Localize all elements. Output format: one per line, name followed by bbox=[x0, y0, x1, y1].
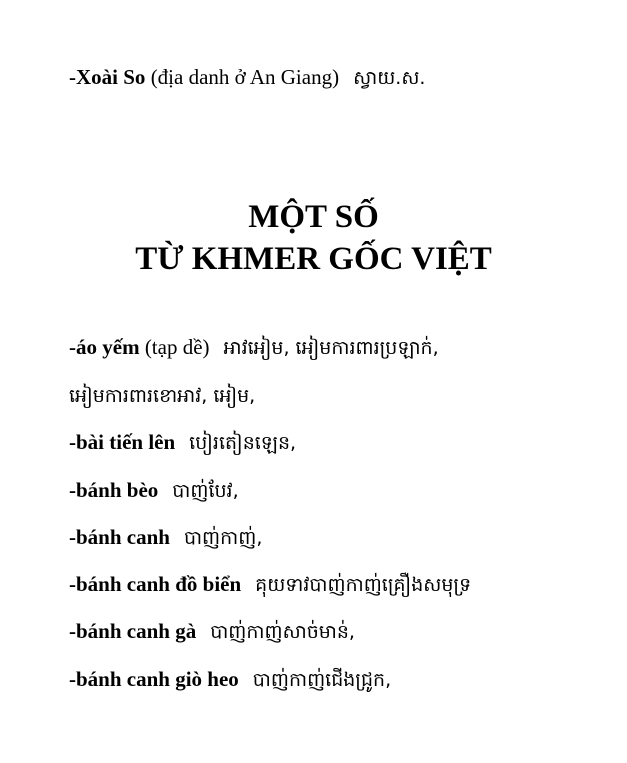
entry-khmer: ស្វាយ.ស. bbox=[353, 67, 426, 89]
list-item bbox=[69, 523, 262, 552]
list-item bbox=[69, 333, 439, 362]
entry-khmer: បាញ់កាញ់សាច់មាន់, bbox=[210, 621, 355, 643]
entry-term: -bánh bèo bbox=[69, 478, 159, 502]
entry-khmer: បាញ់កាញ់, bbox=[183, 527, 263, 549]
entry-term: -bánh canh gà bbox=[69, 619, 197, 643]
entry-term: -áo yếm bbox=[69, 335, 140, 359]
entry-note: (địa danh ở An Giang) bbox=[150, 65, 340, 89]
entry-term: -Xoài So bbox=[69, 65, 146, 89]
entry-term: -bánh canh đồ biển bbox=[69, 572, 242, 596]
entry-term: -bài tiến lên bbox=[69, 430, 176, 454]
entry-khmer: បាញ់កាញ់ជើងជ្រូក, bbox=[252, 669, 392, 691]
entry-term: -bánh canh giò heo bbox=[69, 667, 239, 691]
list-item bbox=[69, 476, 239, 505]
entry-khmer: អៀមការពារខោអាវ, អៀម, bbox=[69, 385, 256, 407]
page-title-line2: TỪ KHMER GỐC VIỆT bbox=[135, 241, 492, 277]
entry-note: (tạp dề) bbox=[144, 335, 210, 359]
list-item bbox=[69, 665, 391, 694]
list-item bbox=[69, 428, 296, 457]
entry-term: -bánh canh bbox=[69, 525, 170, 549]
entry-khmer: បាញ់បែវ, bbox=[172, 480, 239, 502]
page-title-line1: MỘT SỐ bbox=[248, 199, 379, 235]
list-item bbox=[69, 570, 471, 599]
top-entry bbox=[69, 63, 425, 92]
entry-khmer: អាវអៀម, អៀមការពារប្រឡាក់, bbox=[223, 337, 439, 359]
list-item bbox=[69, 617, 355, 646]
entry-khmer: គុយទាវបាញ់កាញ់គ្រឿងសមុទ្រ bbox=[255, 574, 472, 596]
list-item bbox=[69, 381, 255, 410]
entry-khmer: បៀរតៀនឡេន, bbox=[189, 432, 297, 454]
